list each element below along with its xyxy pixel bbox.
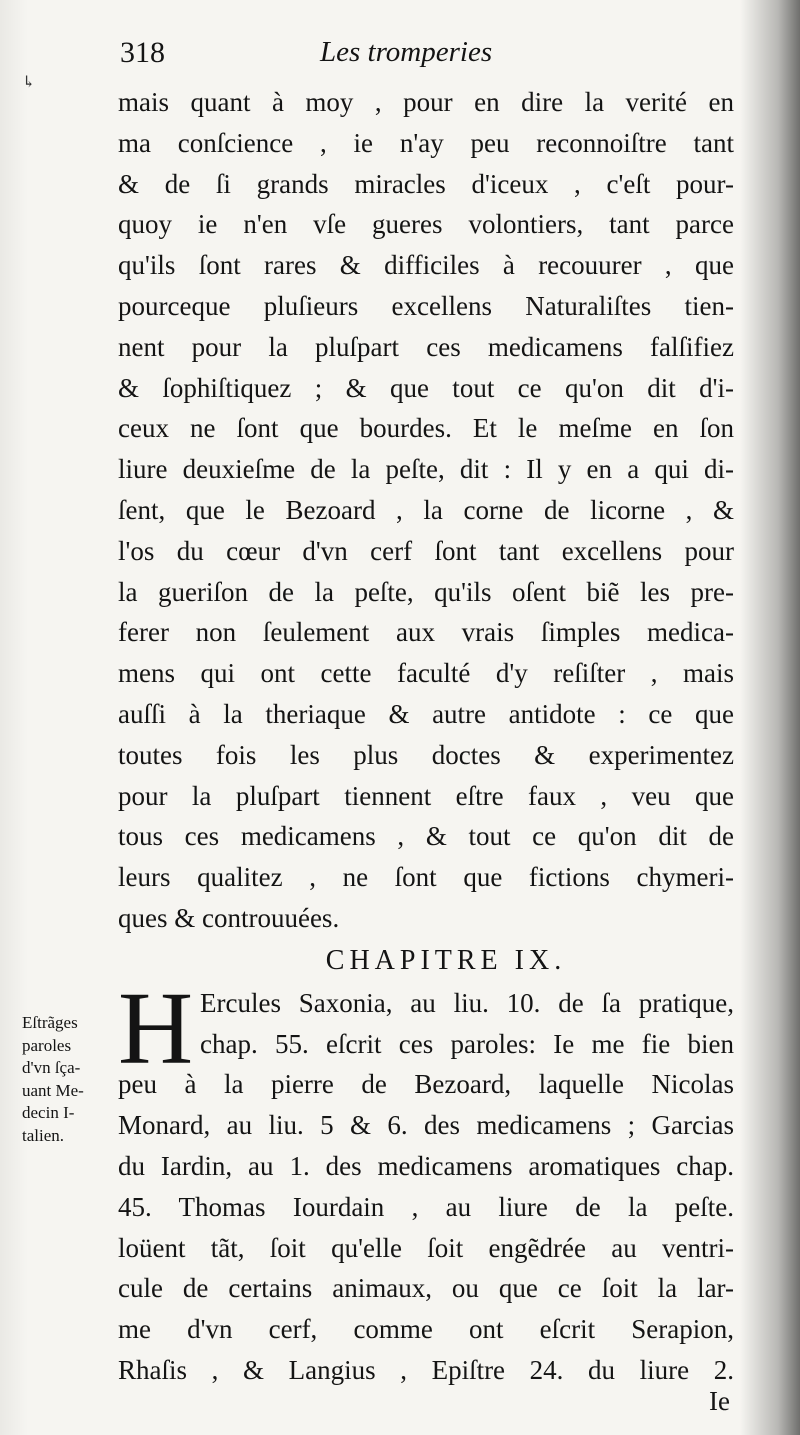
text-line: l'os du cœur d'vn cerf ſont tant excellens pour — [118, 535, 734, 566]
margin-note — [22, 1012, 116, 1147]
text-line: 45. Thomas Iourdain , au liure de la peſte. — [118, 1191, 734, 1222]
text-line: ferer non ſeulement aux vrais ſimples medica- — [118, 617, 734, 648]
text-line: liure deuxieſme de la peſte, dit : Il y en a qui di- — [118, 454, 734, 485]
text-line: toutes fois les plus doctes & experimentez — [118, 739, 734, 770]
text-line: qu'ils ſont rares & difficiles à recouurer , que — [118, 250, 734, 281]
text-line: Monard, au liu. 5 & 6. des medicamens ; Garcias — [118, 1110, 734, 1141]
ink-mark: ↳ — [22, 72, 36, 91]
text-line: loüent tãt, ſoit qu'elle ſoit engẽdrée au ventri- — [118, 1232, 734, 1263]
text-line: & ſophiſtiquez ; & que tout ce qu'on dit d'i- — [118, 372, 734, 403]
text-line: quoy ie n'en vſe gueres volontiers, tant parce — [118, 209, 734, 240]
margin-note-line: paroles — [22, 1035, 72, 1055]
text-line: chap. 55. eſcrit ces paroles: Ie me fie bien — [200, 1028, 734, 1059]
margin-note-line: decin I- — [22, 1103, 75, 1122]
text-line: nent pour la pluſpart ces medicamens falſifiez — [118, 331, 734, 362]
text-line: me d'vn cerf, comme ont eſcrit Serapion, — [118, 1314, 734, 1345]
text-line: cule de certains animaux, ou que ce ſoit la lar- — [118, 1273, 734, 1304]
margin-note-line: d'vn ſça- — [22, 1058, 81, 1077]
text-line: Ercules Saxonia, au liu. 10. de ſa pratique, — [200, 987, 734, 1018]
text-line: mens qui ont cette faculté d'y reſiſter , mais — [118, 658, 734, 689]
text-line: & de ſi grands miracles d'iceux , c'eſt pour- — [118, 168, 734, 199]
text-line: pour la pluſpart tiennent eſtre faux , veu que — [118, 780, 734, 811]
margin-note-line: Eſtrãges — [22, 1013, 78, 1032]
chapter-paragraph — [118, 970, 734, 1391]
text-line: auſſi à la theriaque & autre antidote : ce que — [118, 698, 734, 729]
catchword: Ie — [709, 1386, 730, 1416]
text-line: ſent, que le Bezoard , la corne de licorne , & — [118, 494, 734, 525]
margin-note-line: talien. — [22, 1125, 65, 1145]
text-line: leurs qualitez , ne ſont que fictions chymeri- — [118, 862, 734, 893]
text-line: du Iardin, au 1. des medicamens aromatiques chap. — [118, 1150, 734, 1181]
text-line: peu à la pierre de Bezoard, laquelle Nicolas — [118, 1069, 734, 1100]
text-line: pourceque pluſieurs excellens Naturaliſtes tien- — [118, 290, 734, 321]
page-header — [120, 36, 560, 86]
running-title: Les tromperies — [320, 36, 493, 68]
text-line: ma conſcience , ie n'ay peu reconnoiſtre tant — [118, 127, 734, 158]
drop-cap: H — [118, 970, 194, 1086]
chapter-heading: CHAPITRE IX. — [325, 944, 567, 976]
text-line: mais quant à moy , pour en dire la verité en — [118, 87, 734, 117]
text-line: tous ces medicamens , & tout ce qu'on dit de — [118, 821, 734, 852]
text-line: la gueriſon de la peſte, qu'ils oſent biẽ les pre- — [118, 576, 734, 607]
body-text — [118, 82, 734, 1391]
margin-note-line: uant Me- — [22, 1080, 84, 1100]
text-line: ques & controuuées. — [118, 902, 340, 933]
text-line: Rhaſis , & Langius , Epiſtre 24. du liure 2. — [118, 1354, 734, 1385]
text-line: ceux ne ſont que bourdes. Et le meſme en ſon — [118, 413, 734, 444]
paragraph-continued — [118, 82, 734, 939]
page-number: 318 — [120, 36, 165, 69]
